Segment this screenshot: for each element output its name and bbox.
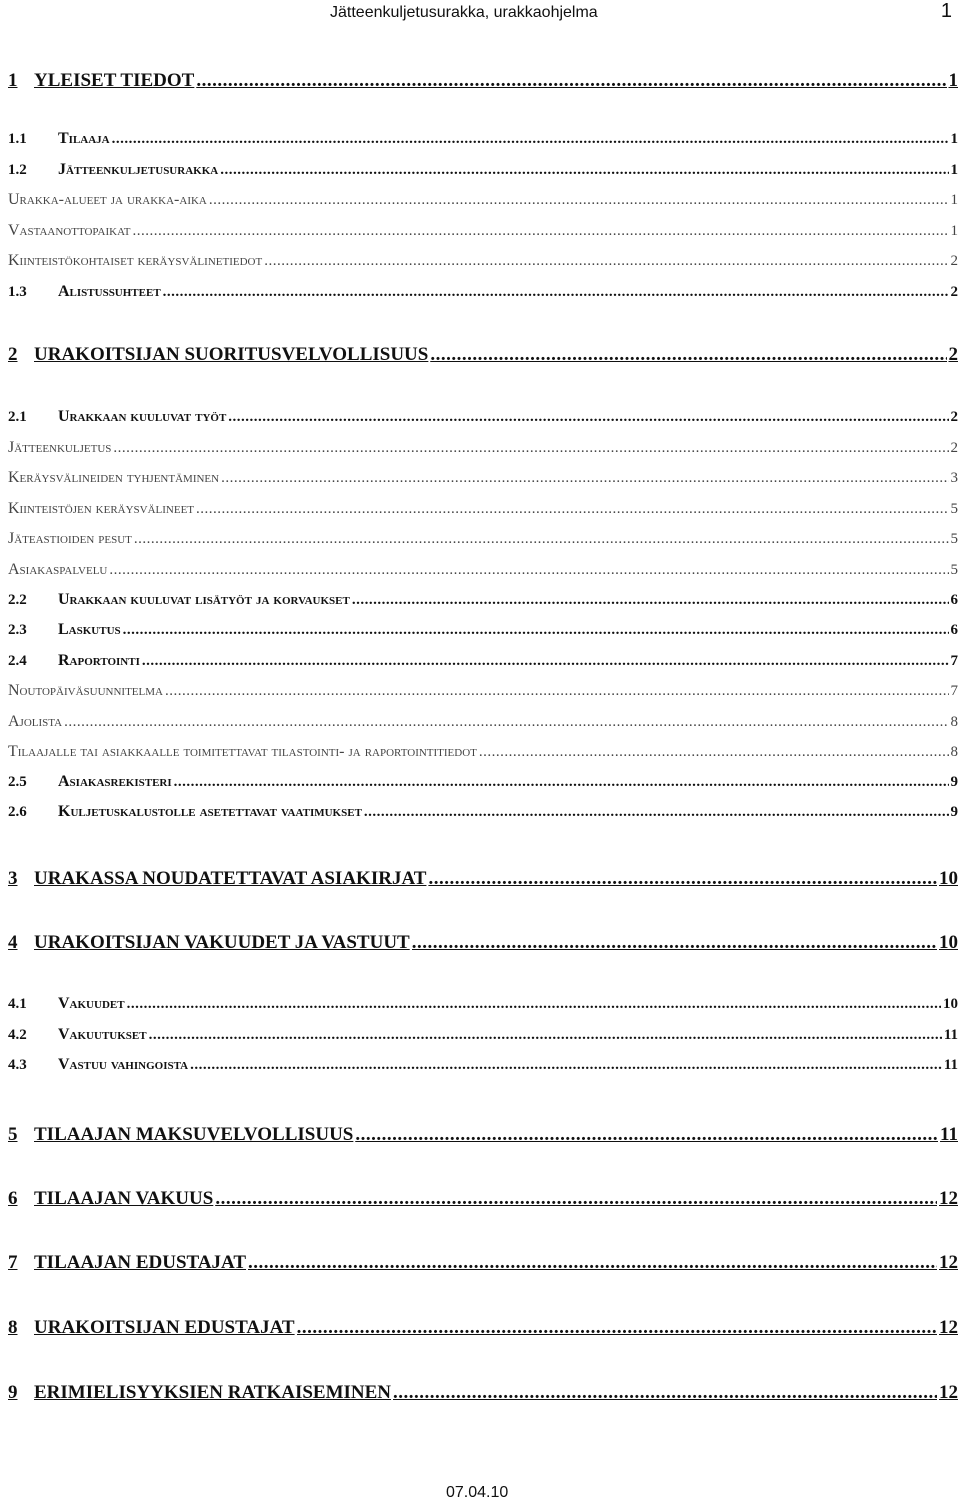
toc-entry[interactable] <box>8 591 958 609</box>
toc-dot-leader <box>133 223 949 240</box>
toc-entry-title: Asiakasrekisteri <box>58 773 172 790</box>
toc-entry-number: 4 <box>8 932 18 953</box>
toc-entry-page: 7 <box>950 683 958 699</box>
toc-dot-leader <box>221 470 948 487</box>
toc-entry-page: 12 <box>939 1317 958 1338</box>
toc-entry-title: Vastuu vahingoista <box>58 1056 189 1073</box>
toc-entry[interactable] <box>8 621 958 639</box>
toc-dot-leader <box>149 1027 942 1044</box>
toc-entry-page: 2 <box>950 409 958 425</box>
toc-entry-page: 10 <box>939 932 958 953</box>
toc-entry-title: URAKOITSIJAN SUORITUSVELVOLLISUUS <box>34 344 429 365</box>
toc-entry-number: 2 <box>8 344 18 365</box>
toc-entry-title: Jätteenkuljetus <box>8 439 112 456</box>
toc-entry-page: 2 <box>950 440 958 456</box>
toc-entry-page: 11 <box>940 1124 958 1145</box>
toc-entry-number: 1.2 <box>8 162 27 178</box>
toc-entry[interactable] <box>8 344 958 366</box>
toc-entry-number: 5 <box>8 1124 18 1145</box>
toc-entry-number: 4.3 <box>8 1057 27 1073</box>
toc-entry[interactable] <box>8 500 958 518</box>
toc-dot-leader <box>264 253 948 270</box>
toc-entry-title: Vastaanottopaikat <box>8 222 131 239</box>
toc-entry-title: Jätteenkuljetusurakka <box>58 161 219 178</box>
toc-entry-title: Asiakaspalvelu <box>8 561 108 578</box>
toc-entry[interactable] <box>8 1317 958 1339</box>
toc-entry[interactable] <box>8 283 958 301</box>
toc-entry-page: 11 <box>943 1027 958 1043</box>
toc-entry[interactable] <box>8 868 958 890</box>
toc-entry-title: Kiinteistöjen keräysvälineet <box>8 500 195 517</box>
toc-entry-title: Jäteastioiden pesut <box>8 530 132 547</box>
toc-dot-leader <box>412 932 937 954</box>
toc-entry-title: Noutopäiväsuunnitelma <box>8 682 163 699</box>
toc-entry-title: ERIMIELISYYKSIEN RATKAISEMINEN <box>34 1382 392 1403</box>
toc-entry-title: Raportointi <box>58 652 140 669</box>
toc-entry[interactable] <box>8 408 958 426</box>
toc-entry[interactable] <box>8 222 958 240</box>
toc-entry-title: URAKOITSIJAN VAKUUDET JA VASTUUT <box>34 932 410 953</box>
toc-entry[interactable] <box>8 70 958 92</box>
toc-entry[interactable] <box>8 1124 958 1146</box>
toc-dot-leader <box>209 192 949 209</box>
toc-entry-page: 5 <box>950 531 958 547</box>
toc-entry[interactable] <box>8 773 958 791</box>
toc-entry-title: TILAAJAN MAKSUVELVOLLISUUS <box>34 1124 354 1145</box>
toc-entry[interactable] <box>8 995 958 1013</box>
toc-dot-leader <box>428 868 937 890</box>
toc-entry-page: 12 <box>939 1252 958 1273</box>
toc-entry[interactable] <box>8 1382 958 1404</box>
toc-entry-title: Ajolista <box>8 713 63 730</box>
toc-dot-leader <box>220 162 948 179</box>
toc-entry[interactable] <box>8 252 958 270</box>
toc-entry-number: 3 <box>8 868 18 889</box>
toc-entry-page: 3 <box>950 470 958 486</box>
page-header <box>0 0 960 30</box>
toc-entry-page: 7 <box>950 653 958 669</box>
toc-entry-title: Vakuutukset <box>58 1026 147 1043</box>
toc-entry-number: 2.3 <box>8 622 27 638</box>
toc-entry[interactable] <box>8 1056 958 1074</box>
toc-entry-number: 4.2 <box>8 1027 27 1043</box>
toc-dot-leader <box>123 622 949 639</box>
toc-entry[interactable] <box>8 1188 958 1210</box>
footer-date: 07.04.10 <box>446 1484 509 1501</box>
toc-entry[interactable] <box>8 713 958 731</box>
toc-entry[interactable] <box>8 469 958 487</box>
toc-entry-number: 1.3 <box>8 284 27 300</box>
toc-entry-title: Urakkaan kuuluvat työt <box>58 408 227 425</box>
toc-dot-leader <box>228 409 948 426</box>
toc-entry[interactable] <box>8 1026 958 1044</box>
toc-entry[interactable] <box>8 1252 958 1274</box>
toc-entry-title: Laskutus <box>58 621 121 638</box>
toc-dot-leader <box>355 1124 938 1146</box>
toc-entry-title: Alistussuhteet <box>58 283 161 300</box>
toc-dot-leader <box>196 70 946 92</box>
toc-dot-leader <box>113 440 948 457</box>
toc-entry-page: 2 <box>950 253 958 269</box>
toc-entry[interactable] <box>8 191 958 209</box>
toc-entry-number: 2.2 <box>8 592 27 608</box>
toc-dot-leader <box>190 1057 942 1074</box>
toc-entry-title: Tilaajalle tai asiakkaalle toimitettavat tilastointi- ja raportointitiedot <box>8 743 477 760</box>
toc-entry[interactable] <box>8 652 958 670</box>
toc-entry-title: URAKOITSIJAN EDUSTAJAT <box>34 1317 295 1338</box>
toc-entry-title: TILAAJAN VAKUUS <box>34 1188 214 1209</box>
toc-dot-leader <box>142 653 949 670</box>
toc-dot-leader <box>165 683 949 700</box>
toc-entry-page: 8 <box>950 714 958 730</box>
toc-entry[interactable] <box>8 561 958 579</box>
toc-entry[interactable] <box>8 439 958 457</box>
toc-entry[interactable] <box>8 682 958 700</box>
toc-entry[interactable] <box>8 530 958 548</box>
toc-entry-title: Tilaaja <box>58 130 110 147</box>
toc-dot-leader <box>109 562 948 579</box>
toc-entry-page: 1 <box>950 162 958 178</box>
toc-entry-page: 2 <box>948 344 958 365</box>
toc-entry-title: URAKASSA NOUDATETTAVAT ASIAKIRJAT <box>34 868 427 889</box>
toc-dot-leader <box>430 344 946 366</box>
toc-entry-number: 2.5 <box>8 774 27 790</box>
toc-entry-page: 5 <box>950 501 958 517</box>
toc-entry-number: 2.4 <box>8 653 27 669</box>
toc-entry-number: 6 <box>8 1188 18 1209</box>
toc-entry-page: 5 <box>950 562 958 578</box>
toc-entry-page: 8 <box>950 744 958 760</box>
toc-entry-number: 1 <box>8 70 18 91</box>
toc-entry-title: TILAAJAN EDUSTAJAT <box>34 1252 247 1273</box>
toc-entry[interactable] <box>8 743 958 761</box>
toc-entry-title: YLEISET TIEDOT <box>34 70 195 91</box>
toc-entry-page: 10 <box>943 996 958 1012</box>
toc-entry-page: 9 <box>950 774 958 790</box>
toc-entry-page: 11 <box>943 1057 958 1073</box>
toc-entry-number: 8 <box>8 1317 18 1338</box>
toc-entry-number: 1.1 <box>8 131 27 147</box>
toc-dot-leader <box>215 1188 937 1210</box>
toc-entry-page: 10 <box>939 868 958 889</box>
toc-dot-leader <box>364 804 949 821</box>
toc-dot-leader <box>112 131 949 148</box>
toc-entry-page: 1 <box>950 131 958 147</box>
toc-entry[interactable] <box>8 130 958 148</box>
toc-entry-page: 2 <box>950 284 958 300</box>
toc-dot-leader <box>297 1317 937 1339</box>
toc-dot-leader <box>393 1382 937 1404</box>
toc-entry-title: Kiinteistökohtaiset keräysvälinetiedot <box>8 252 263 269</box>
toc-entry[interactable] <box>8 803 958 821</box>
toc-entry[interactable] <box>8 161 958 179</box>
toc-entry-page: 1 <box>950 192 958 208</box>
toc-entry[interactable] <box>8 932 958 954</box>
toc-entry-page: 6 <box>950 622 958 638</box>
toc-dot-leader <box>127 996 941 1013</box>
toc-dot-leader <box>196 501 948 518</box>
toc-entry-title: Urakkaan kuuluvat lisätyöt ja korvaukset <box>58 591 350 608</box>
toc-entry-page: 6 <box>950 592 958 608</box>
toc-dot-leader <box>174 774 949 791</box>
toc-entry-page: 1 <box>950 223 958 239</box>
toc-entry-title: Vakuudet <box>58 995 125 1012</box>
toc-entry-page: 1 <box>948 70 958 91</box>
toc-entry-page: 12 <box>939 1382 958 1403</box>
toc-dot-leader <box>352 592 949 609</box>
toc-dot-leader <box>479 744 949 761</box>
toc-entry-number: 2.1 <box>8 409 27 425</box>
toc-dot-leader <box>163 284 949 301</box>
toc-entry-page: 9 <box>950 804 958 820</box>
toc-entry-title: Kuljetuskalustolle asetettavat vaatimukset <box>58 803 362 820</box>
toc-entry-number: 4.1 <box>8 996 27 1012</box>
toc-dot-leader <box>64 714 948 731</box>
document-title: Jätteenkuljetusurakka, urakkaohjelma <box>330 4 598 21</box>
page-number: 1 <box>940 0 952 22</box>
toc-entry-title: Keräysvälineiden tyhjentäminen <box>8 469 220 486</box>
toc-entry-number: 9 <box>8 1382 18 1403</box>
toc-dot-leader <box>134 531 949 548</box>
toc-entry-page: 12 <box>939 1188 958 1209</box>
toc-entry-title: Urakka-alueet ja urakka-aika <box>8 191 207 208</box>
toc-dot-leader <box>248 1252 937 1274</box>
toc-entry-number: 7 <box>8 1252 18 1273</box>
toc-entry-number: 2.6 <box>8 804 27 820</box>
